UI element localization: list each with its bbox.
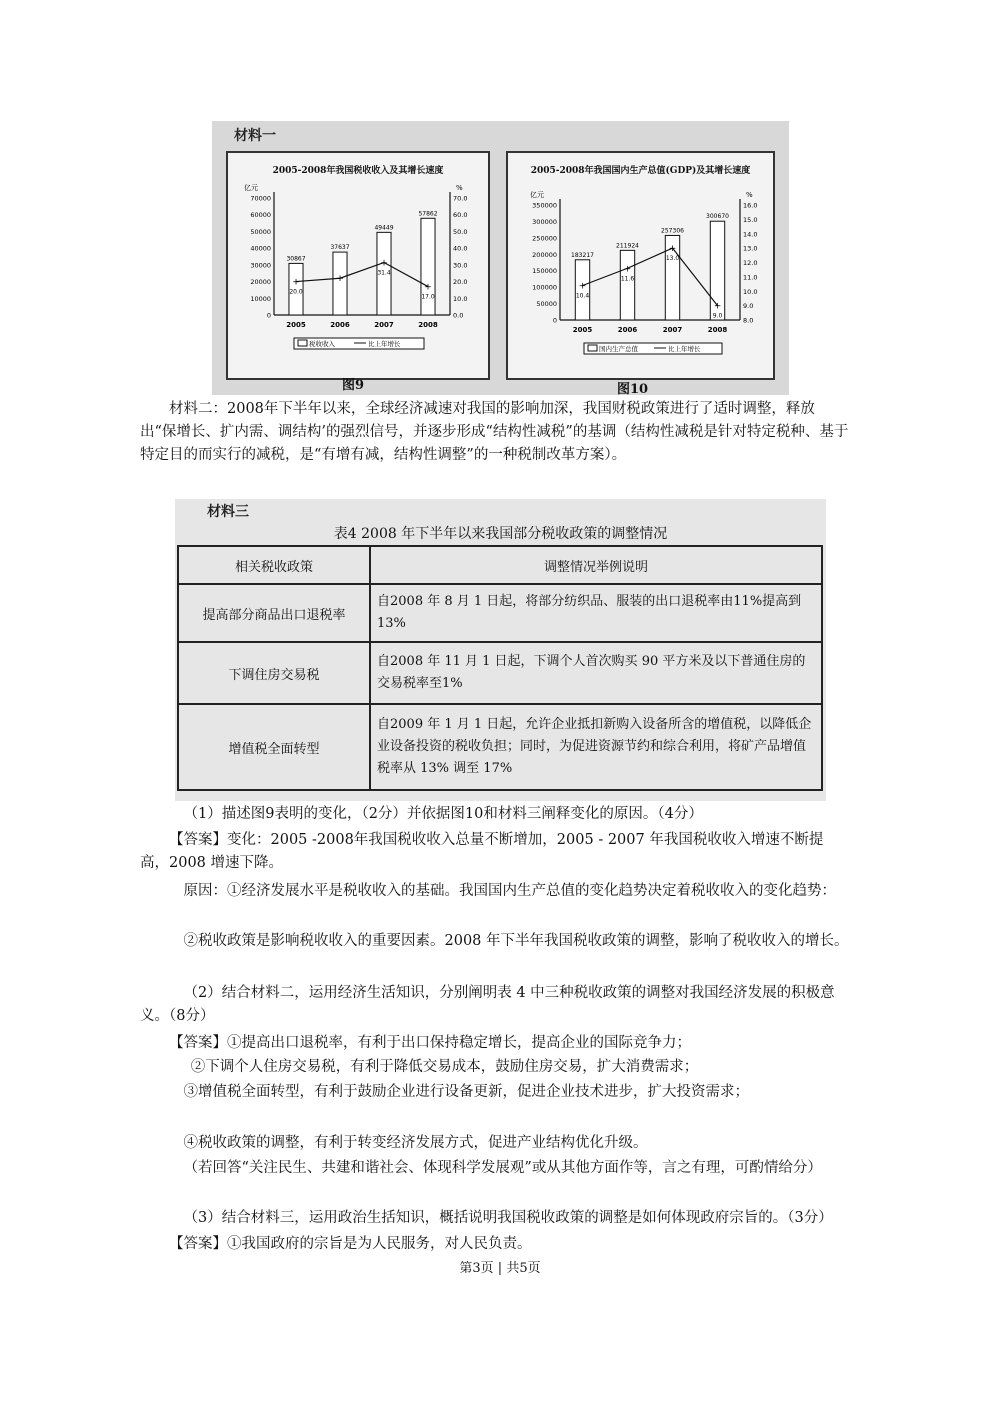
growth-point: + [336,274,344,285]
x-tick-label: 2008 [418,321,438,329]
figure9-chart [228,153,488,378]
growth-point: + [668,244,677,255]
legend-line-label: 比上年增长 [368,340,401,348]
table-header-desc: 调整情况举例说明 [370,546,822,584]
bar-value-label: 37637 [330,244,350,252]
bar-value-label: 49449 [374,224,394,232]
growth-value-label: 13.0 [665,255,680,263]
table-row [178,704,822,790]
y-tick-label: 100000 [532,283,557,292]
y2-tick-label: 70.0 [453,194,468,203]
legend-bar-label: 税收收入 [309,340,335,348]
bar-value-label: 57862 [418,210,438,218]
material3-label: 材料三 [207,504,249,520]
y-tick-label: 50000 [536,300,557,309]
figure10-chart [508,153,773,378]
y-tick-label: 10000 [250,294,271,303]
y-tick-label: 20000 [250,278,271,287]
x-tick-label: 2006 [330,321,350,329]
y-tick-label: 300000 [532,217,557,226]
y-tick-label: 250000 [532,234,557,243]
question-1: （1）描述图9表明的变化，（2分）并依据图10和材料三阐释变化的原因。（4分） [183,806,703,822]
figure9-title: 2005-2008年我国税收收入及其增长速度 [272,166,444,176]
y-tick-label: 0 [266,311,271,320]
table-header-policy: 相关税收政策 [178,546,370,584]
table-cell-desc: 自2008 年 11 月 1 日起，下调个人首次购买 90 平方米及以下普通住房的交易税率至1% [370,642,822,704]
x-tick-label: 2008 [707,326,728,334]
y-tick-label: 0 [552,316,557,325]
y2-tick-label: 10.0 [743,287,758,296]
y2-tick-label: 30.0 [453,261,468,270]
bar [620,250,634,320]
y-tick-label: 350000 [532,201,557,210]
table-cell-desc: 自2008 年 8 月 1 日起，将部分纺织品、服装的出口退税率由11%提高到13% [370,584,822,642]
bar-value-label: 183217 [571,251,594,259]
y2-tick-label: 40.0 [453,244,468,253]
growth-value-label: 11.6 [620,275,635,283]
x-tick-label: 2005 [286,321,306,329]
y2-tick-label: 12.0 [743,259,758,267]
answer-2-point-2: ②下调个人住房交易税，有利于降低交易成本，鼓励住房交易，扩大消费需求； [190,1059,699,1075]
answer-1-change: 【答案】变化：2005 -2008年我国税收收入总量不断增加，2005 - 2007 年我国税收收入增速不断提高，2008 增速下降。 [140,832,824,871]
table-row [178,642,822,704]
answer-1-reason-2: ②税收政策是影响税收收入的重要因素。2008 年下半年我国税收政策的调整，影响了税收收入的增长。 [183,933,849,949]
y-tick-label: 60000 [250,211,271,220]
growth-line [296,263,428,287]
figure10-chart-panel [506,151,775,380]
y2-tick-label: 50.0 [453,227,468,236]
question-2: （2）结合材料二，运用经济生活知识，分别阐明表 4 中三种税收政策的调整对我国经济发展的积极意义。（8分） [140,985,835,1024]
y-tick-label: 70000 [250,194,271,203]
y-tick-label: 30000 [250,261,271,270]
x-tick-label: 2005 [572,326,593,334]
question-3: （3）结合材料三，运用政治生括知识，概括说明我国税收政策的调整是如何体现政府宗旨的。（3分） [183,1210,833,1226]
x-tick-label: 2007 [374,321,394,329]
table-title: 表4 2008 年下半年以来我国部分税收政策的调整情况 [333,526,668,542]
answer-2-point-3: ③增值税全面转型，有利于鼓励企业进行设备更新，促进企业技术进步，扩大投资需求； [183,1084,749,1100]
figure9-caption: 图9 [342,378,365,393]
table-header-row [178,546,822,584]
answer-1-reason-1: 原因：①经济发展水平是税收收入的基础。我国国内生产总值的变化趋势决定着税收收入的变化趋势： [183,883,836,899]
answer-2-note: （若回答“关注民生、共建和谐社会、体现科学发展观”或从其他方面作等，言之有理，可酌情给分） [183,1160,822,1176]
table-cell-policy: 提高部分商品出口退税率 [178,584,370,642]
figure10-caption: 图10 [617,382,649,397]
bar-value-label: 300670 [706,213,729,221]
bar-value-label: 211924 [616,242,639,250]
y2-tick-label: 10.0 [453,294,468,303]
growth-point: + [623,264,632,275]
bar-value-label: 30867 [286,255,306,263]
y2-tick-label: 15.0 [743,215,758,224]
table-cell-desc: 自2009 年 1 月 1 日起，允许企业抵扣新购入设备所含的增值税，以降低企业设备投资的税收负担；同时，为促进资源节约和综合利用，将矿产品增值税率从 13% 调至 17% [370,704,822,790]
y2-tick-label: 11.0 [743,273,758,282]
legend-bar-swatch [298,340,307,346]
material1-figure [212,121,789,395]
legend-bar-label: 国内生产总值 [599,345,638,353]
legend-bar-swatch [588,345,597,351]
growth-point: + [424,282,432,293]
growth-value-label: 10.4 [575,292,590,300]
growth-value-label: 31.4 [377,269,391,277]
table-row [178,584,822,642]
growth-value-label: 20.0 [289,288,303,296]
answer-2-point-1: 【答案】①提高出口退税率，有利于出口保持稳定增长，提高企业的国际竞争力； [169,1035,691,1051]
growth-value-label: 9.0 [712,312,723,320]
y2-tick-label: 13.0 [743,244,758,253]
y-axis-unit: 亿元 [244,184,258,192]
answer-2-point-4: ④税收政策的调整，有利于转变经济发展方式，促进产业结构优化升级。 [183,1135,648,1151]
y2-tick-label: 14.0 [743,230,758,239]
y2-tick-label: 20.0 [453,278,468,287]
growth-point: + [380,258,388,269]
material2-paragraph: 材料二：2008年下半年以来，全球经济减速对我国的影响加深，我国财税政策进行了适时调整，释放出“保增长、扩内需、调结构’的强烈信号，并逐步形成“结构性减税”的基调（结构性减税是针对特定税种、基于特定目的而实行的减税，是“有增有减，结构性调整”的一种税制改革方案）。 [140,401,849,463]
y2-tick-label: 9.0 [743,302,754,311]
y-tick-label: 40000 [250,244,271,253]
x-tick-label: 2007 [662,326,683,334]
y2-tick-label: 0.0 [453,311,464,320]
policy-table [177,545,823,791]
y-tick-label: 150000 [532,267,557,276]
y2-axis-unit: % [746,191,753,199]
figure10-title: 2005-2008年我国国内生产总值(GDP)及其增长速度 [530,166,751,176]
answer-3: 【答案】①我国政府的宗旨是为人民服务，对人民负责。 [169,1236,532,1252]
material3-table-area [175,499,826,801]
table-cell-policy: 下调住房交易税 [178,642,370,704]
y2-tick-label: 8.0 [743,316,754,325]
material1-label: 材料一 [234,128,276,144]
y-axis-unit: 亿元 [530,191,544,199]
x-tick-label: 2006 [617,326,638,334]
bar-value-label: 257306 [661,227,684,235]
table-cell-policy: 增值税全面转型 [178,704,370,790]
y-tick-label: 200000 [532,250,557,259]
growth-point: + [578,281,587,292]
y2-tick-label: 60.0 [453,211,468,220]
growth-value-label: 17.0 [421,293,435,301]
y2-axis-unit: % [456,184,463,192]
legend-line-label: 比上年增长 [668,345,701,353]
growth-point: + [713,301,722,312]
growth-point: + [292,277,300,288]
page-footer: 第3页 | 共5页 [459,1261,541,1276]
y2-tick-label: 16.0 [743,201,758,210]
y-tick-label: 50000 [250,227,271,236]
figure9-chart-panel [226,151,490,380]
growth-line [583,248,718,306]
